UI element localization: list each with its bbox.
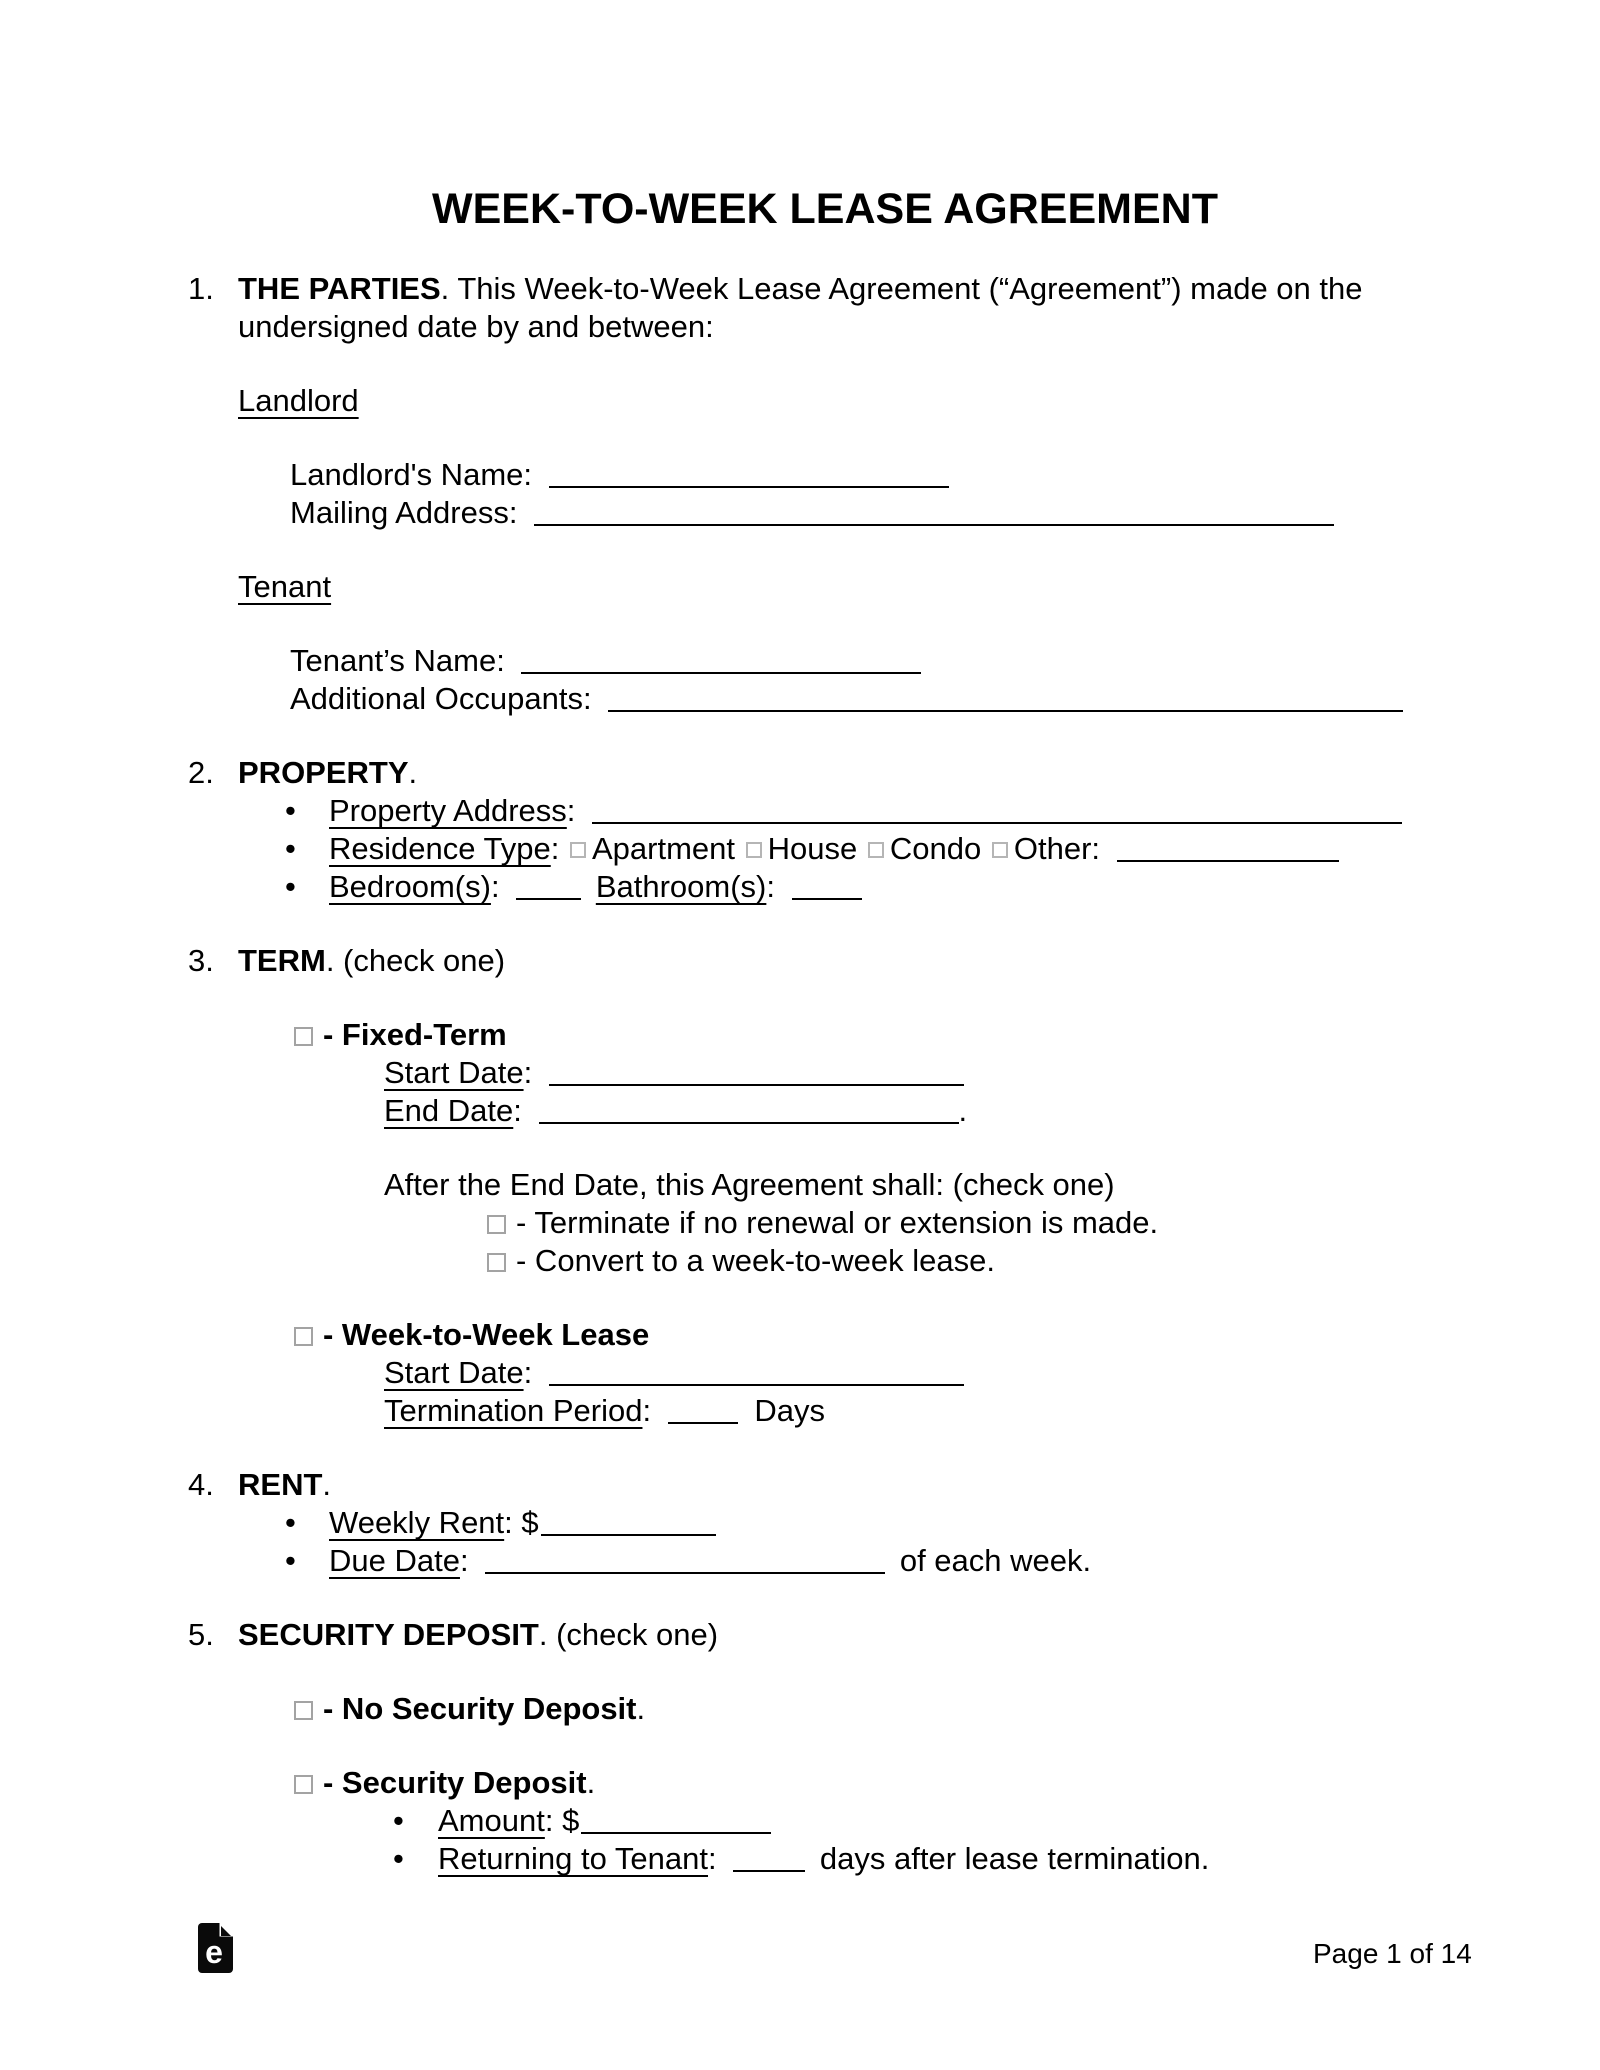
logo-letter: e [205, 1934, 223, 1970]
fixed-end-date-row [384, 1092, 1470, 1130]
terminate-option-row [487, 1204, 1470, 1242]
termination-period-label: Termination Period [384, 1393, 643, 1428]
period: . [322, 1467, 332, 1502]
bullet-icon: • [285, 1505, 296, 1540]
term-heading-suffix: . (check one) [325, 943, 506, 978]
other-option-label: Other [1013, 831, 1092, 866]
fixed-start-date-row [384, 1054, 1470, 1092]
other-residence-blank[interactable] [1117, 857, 1339, 862]
mailing-address-label: Mailing Address [290, 495, 509, 530]
section-term-title: TERM [238, 943, 326, 978]
fixed-end-date-label: End Date [384, 1093, 514, 1128]
deposit-amount-blank[interactable] [581, 1829, 771, 1834]
landlord-name-blank[interactable] [549, 483, 949, 488]
returning-to-tenant-row [393, 1840, 1470, 1878]
fixed-start-date-label: Start Date [384, 1055, 524, 1090]
security-deposit-row [294, 1764, 1470, 1802]
colon: : [523, 457, 533, 492]
bullet-icon: • [285, 869, 296, 904]
bullet-icon: • [285, 831, 296, 866]
due-date-blank[interactable] [485, 1569, 885, 1574]
due-date-suffix: of each week. [899, 1543, 1092, 1578]
period: . [408, 755, 418, 790]
other-checkbox[interactable] [992, 842, 1008, 858]
document-page-icon [198, 1923, 233, 1973]
condo-checkbox[interactable] [868, 842, 884, 858]
bedrooms-blank[interactable] [516, 895, 581, 900]
no-security-deposit-label: - No Security Deposit [323, 1691, 637, 1726]
returning-suffix: days after lease termination. [819, 1841, 1210, 1876]
w2w-start-date-blank[interactable] [549, 1381, 964, 1386]
convert-option-label: - Convert to a week-to-week lease. [516, 1243, 995, 1278]
document-title: WEEK-TO-WEEK LEASE AGREEMENT [432, 185, 1218, 233]
w2w-start-date-label: Start Date [384, 1355, 524, 1390]
period: . [636, 1691, 646, 1726]
house-checkbox[interactable] [746, 842, 762, 858]
condo-option-label: Condo [889, 831, 982, 866]
additional-occupants-row [290, 680, 1470, 718]
weekly-rent-label: Weekly Rent [329, 1505, 505, 1540]
deposit-amount-label: Amount [438, 1803, 545, 1838]
bathrooms-label: Bathroom(s) [595, 869, 767, 904]
landlord-name-row [290, 456, 1470, 494]
tenant-heading [238, 568, 1470, 606]
section-deposit-number: 5. [188, 1617, 214, 1652]
after-end-date-text: After the End Date, this Agreement shall: (check one) [384, 1167, 1115, 1202]
section-property-heading [188, 754, 1470, 792]
fixed-term-label: - Fixed-Term [323, 1017, 507, 1052]
due-date-label: Due Date [329, 1543, 460, 1578]
house-option-label: House [767, 831, 858, 866]
colon: : [513, 1093, 522, 1128]
mailing-address-blank[interactable] [534, 521, 1334, 526]
convert-option-row [487, 1242, 1470, 1280]
section-term-heading [188, 942, 1470, 980]
property-address-blank[interactable] [592, 819, 1402, 824]
weekly-rent-blank[interactable] [541, 1531, 716, 1536]
week-to-week-checkbox[interactable] [294, 1327, 313, 1346]
section-deposit-heading [188, 1616, 1470, 1654]
fixed-term-checkbox[interactable] [294, 1027, 313, 1046]
additional-occupants-blank[interactable] [608, 707, 1403, 712]
residence-type-label: Residence Type [329, 831, 551, 866]
bullet-icon: • [393, 1803, 404, 1838]
section-parties-heading [188, 270, 1470, 308]
section-term-number: 3. [188, 943, 214, 978]
colon: : [642, 1393, 652, 1428]
bedrooms-label: Bedroom(s) [329, 869, 491, 904]
section-property-title: PROPERTY [238, 755, 409, 790]
colon: : [508, 495, 518, 530]
section-deposit-title: SECURITY DEPOSIT [238, 1617, 539, 1652]
colon: : [766, 869, 775, 904]
colon-dollar: : $ [544, 1803, 580, 1838]
residence-type-row [285, 830, 1470, 868]
no-security-deposit-row [294, 1690, 1470, 1728]
bullet-icon: • [285, 1543, 296, 1578]
colon: : [566, 793, 576, 828]
parties-intro-line2: undersigned date by and between: [238, 309, 714, 344]
w2w-start-date-row [384, 1354, 1470, 1392]
mailing-address-row [290, 494, 1470, 532]
section-parties-number: 1. [188, 271, 214, 306]
additional-occupants-label: Additional Occupants [290, 681, 583, 716]
bedrooms-bathrooms-row [285, 868, 1470, 906]
apartment-option-label: Apartment [592, 831, 736, 866]
termination-period-row [384, 1392, 1470, 1430]
eforms-document-logo [198, 1923, 233, 1973]
bathrooms-blank[interactable] [792, 895, 862, 900]
fixed-term-row [294, 1016, 1470, 1054]
colon-dollar: : $ [504, 1505, 539, 1540]
page-number-label: Page 1 of 14 [1313, 1938, 1472, 1969]
apartment-checkbox[interactable] [570, 842, 586, 858]
colon: : [550, 831, 560, 866]
security-deposit-checkbox[interactable] [294, 1775, 313, 1794]
tenant-name-label: Tenant’s Name [290, 643, 497, 678]
colon: : [1091, 831, 1101, 866]
tenant-name-row [290, 642, 1470, 680]
parties-intro-line1: . This Week-to-Week Lease Agreement (“Agreement”) made on the [440, 271, 1363, 306]
security-deposit-label: - Security Deposit [323, 1765, 587, 1800]
weekly-rent-row [285, 1504, 1470, 1542]
no-security-deposit-checkbox[interactable] [294, 1701, 313, 1720]
returning-to-tenant-blank[interactable] [733, 1867, 805, 1872]
property-address-label: Property Address [329, 793, 567, 828]
section-property-number: 2. [188, 755, 214, 790]
deposit-amount-row [393, 1802, 1470, 1840]
colon: : [459, 1543, 469, 1578]
colon: : [523, 1055, 533, 1090]
bullet-icon: • [285, 793, 296, 828]
tenant-heading-text: Tenant [238, 569, 332, 604]
landlord-heading-text: Landlord [238, 383, 359, 418]
landlord-heading [238, 382, 1470, 420]
colon: : [523, 1355, 533, 1390]
landlord-name-label: Landlord's Name [290, 457, 524, 492]
section-rent-number: 4. [188, 1467, 214, 1502]
property-address-row [285, 792, 1470, 830]
section-rent-heading [188, 1466, 1470, 1504]
colon: : [496, 643, 505, 678]
colon: : [708, 1841, 717, 1876]
deposit-heading-suffix: . (check one) [538, 1617, 719, 1652]
fixed-start-date-blank[interactable] [549, 1081, 964, 1086]
week-to-week-row [294, 1316, 1470, 1354]
period: . [958, 1093, 968, 1128]
period: . [586, 1765, 596, 1800]
fixed-end-date-blank[interactable] [539, 1119, 959, 1124]
termination-period-blank[interactable] [668, 1419, 738, 1424]
due-date-row [285, 1542, 1470, 1580]
colon: : [490, 869, 500, 904]
terminate-option-label: - Terminate if no renewal or extension is made. [516, 1205, 1159, 1240]
convert-option-checkbox[interactable] [487, 1253, 506, 1272]
colon: : [582, 681, 592, 716]
returning-to-tenant-label: Returning to Tenant [438, 1841, 709, 1876]
bullet-icon: • [393, 1841, 404, 1876]
section-rent-title: RENT [238, 1467, 323, 1502]
tenant-name-blank[interactable] [521, 669, 921, 674]
week-to-week-label: - Week-to-Week Lease [323, 1317, 650, 1352]
terminate-option-checkbox[interactable] [487, 1215, 506, 1234]
section-parties-title: THE PARTIES [238, 271, 441, 306]
termination-unit-label: Days [754, 1393, 825, 1428]
